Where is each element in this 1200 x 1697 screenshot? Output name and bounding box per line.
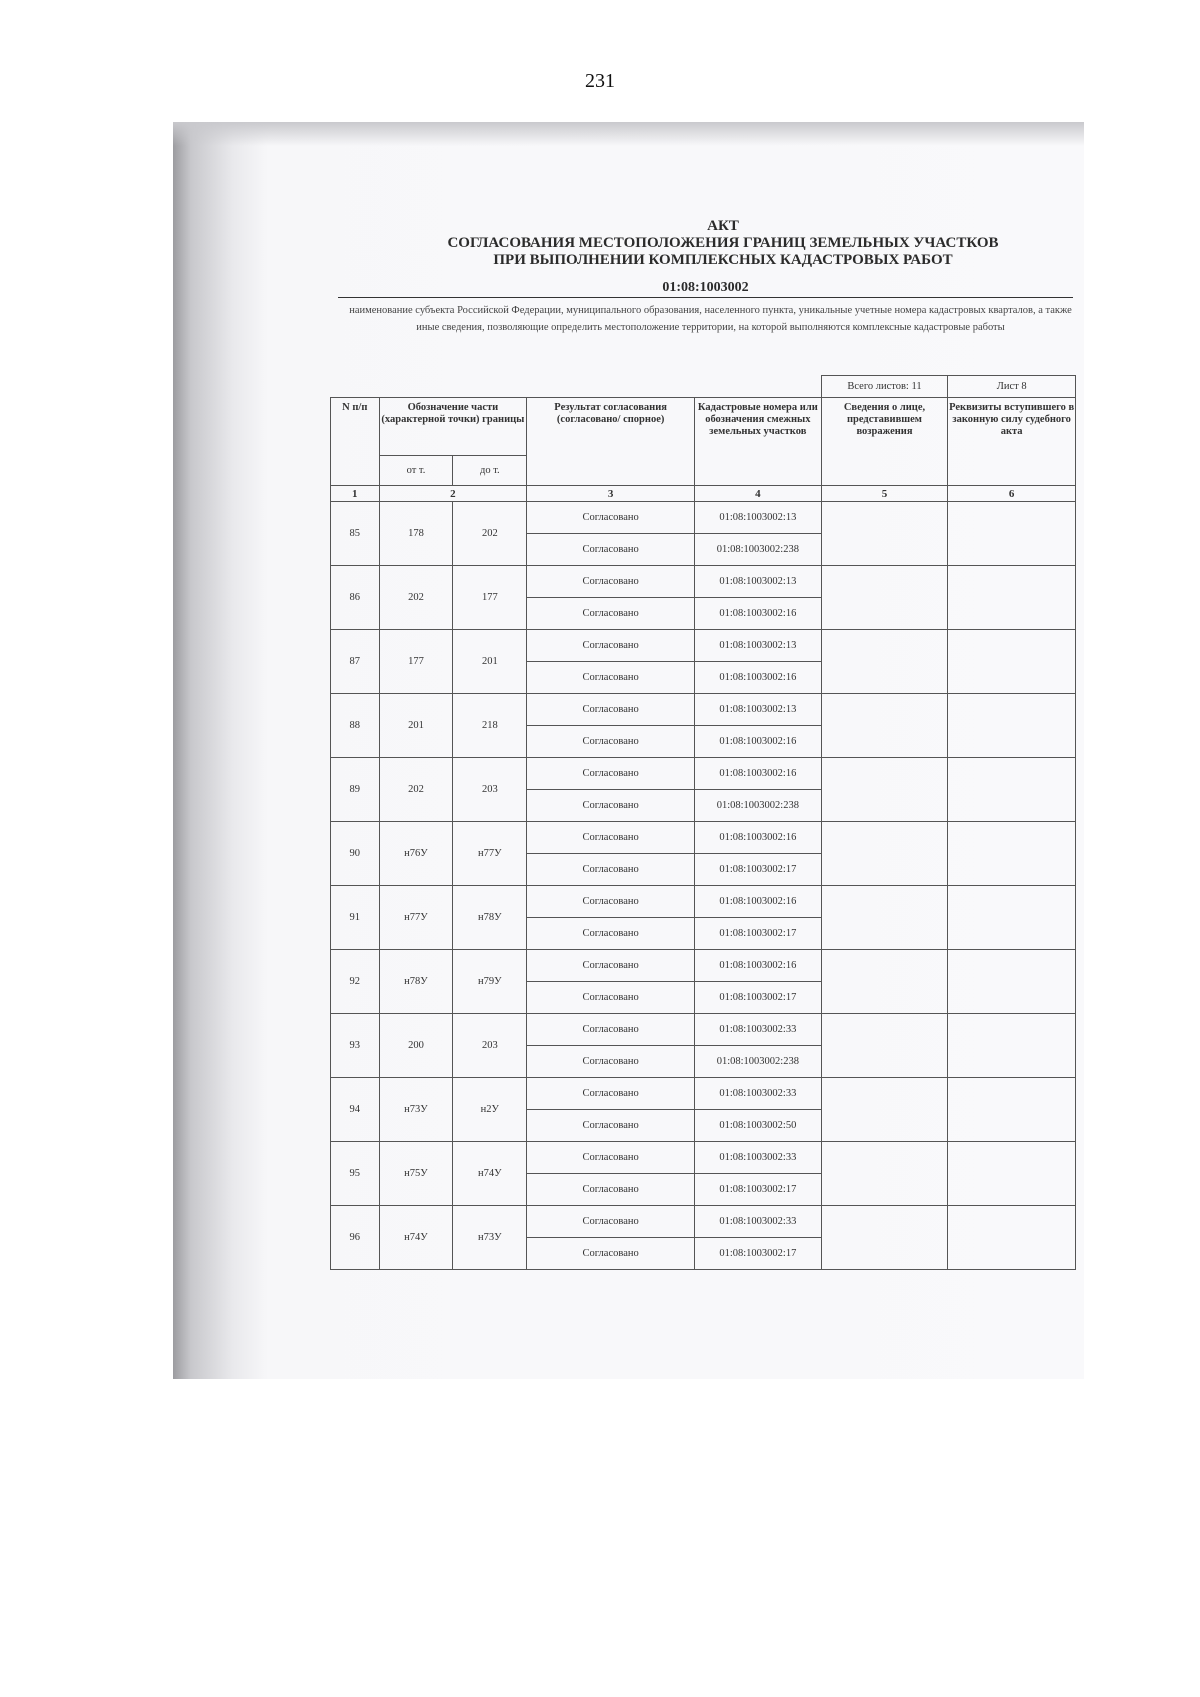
binding-shadow <box>173 122 268 1379</box>
point-from: 202 <box>379 758 453 822</box>
objection-info <box>821 566 948 630</box>
header-blank <box>331 376 822 398</box>
table-row <box>331 1142 1076 1174</box>
table-row <box>331 758 1076 790</box>
document-title <box>373 218 1073 269</box>
point-to: 203 <box>453 758 527 822</box>
point-to: н78У <box>453 886 527 950</box>
row-number: 94 <box>331 1078 380 1142</box>
objection-info <box>821 950 948 1014</box>
approval-result: Согласовано <box>527 1142 695 1174</box>
col-header-from: от т. <box>379 456 453 486</box>
col-header-part: Обозначение части (характерной точки) границы <box>379 398 527 456</box>
column-number: 5 <box>821 486 948 502</box>
cadastral-number: 01:08:1003002:238 <box>695 790 822 822</box>
total-sheets: Всего листов: 11 <box>821 376 948 398</box>
point-to: н73У <box>453 1206 527 1270</box>
col-header-objection: Сведения о лице, представившем возражения <box>821 398 948 486</box>
row-number: 96 <box>331 1206 380 1270</box>
approval-result: Согласовано <box>527 694 695 726</box>
row-number: 86 <box>331 566 380 630</box>
approval-result: Согласовано <box>527 502 695 534</box>
approval-result: Согласовано <box>527 822 695 854</box>
point-to: 218 <box>453 694 527 758</box>
approval-result: Согласовано <box>527 1206 695 1238</box>
top-shadow <box>173 122 1084 146</box>
table-row <box>331 886 1076 918</box>
territory-description: наименование субъекта Российской Федерации, муниципального образования, населенного пункта, уникальные учетные номера кадастровых кварталов, а также иные сведения, позволяющие определить местоположение территории, на которой выполняются комплексные кадастровые работы <box>349 305 1072 333</box>
point-from: н74У <box>379 1206 453 1270</box>
objection-info <box>821 1014 948 1078</box>
row-number: 92 <box>331 950 380 1014</box>
scanned-document <box>173 122 1084 1379</box>
objection-info <box>821 758 948 822</box>
cadastral-number: 01:08:1003002:238 <box>695 534 822 566</box>
table-row <box>331 566 1076 598</box>
row-number: 91 <box>331 886 380 950</box>
approval-table <box>330 375 1076 1270</box>
court-act-info <box>948 1206 1076 1270</box>
cadastral-number: 01:08:1003002:16 <box>695 822 822 854</box>
col-header-court: Реквизиты вступившего в законную силу судебного акта <box>948 398 1076 486</box>
approval-result: Согласовано <box>527 854 695 886</box>
title-line-2: СОГЛАСОВАНИЯ МЕСТОПОЛОЖЕНИЯ ГРАНИЦ ЗЕМЕЛЬНЫХ УЧАСТКОВ <box>447 235 999 251</box>
cadastral-number: 01:08:1003002:17 <box>695 1174 822 1206</box>
approval-result: Согласовано <box>527 566 695 598</box>
cadastral-number: 01:08:1003002:50 <box>695 1110 822 1142</box>
court-act-info <box>948 822 1076 886</box>
approval-result: Согласовано <box>527 1014 695 1046</box>
point-to: 202 <box>453 502 527 566</box>
court-act-info <box>948 630 1076 694</box>
cadastral-number: 01:08:1003002:16 <box>695 950 822 982</box>
column-number: 4 <box>695 486 822 502</box>
column-number: 2 <box>379 486 527 502</box>
court-act-info <box>948 1014 1076 1078</box>
approval-result: Согласовано <box>527 1078 695 1110</box>
approval-result: Согласовано <box>527 1174 695 1206</box>
point-from: 200 <box>379 1014 453 1078</box>
cadastral-number: 01:08:1003002:17 <box>695 854 822 886</box>
cadastral-number: 01:08:1003002:13 <box>695 630 822 662</box>
current-sheet: Лист 8 <box>948 376 1076 398</box>
col-header-num: N п/п <box>331 398 380 486</box>
cadastral-number: 01:08:1003002:13 <box>695 694 822 726</box>
table-row <box>331 950 1076 982</box>
row-number: 89 <box>331 758 380 822</box>
point-from: н75У <box>379 1142 453 1206</box>
row-number: 87 <box>331 630 380 694</box>
approval-result: Согласовано <box>527 886 695 918</box>
point-to: 203 <box>453 1014 527 1078</box>
cadastral-number: 01:08:1003002:238 <box>695 1046 822 1078</box>
court-act-info <box>948 1078 1076 1142</box>
approval-result: Согласовано <box>527 790 695 822</box>
table-row <box>331 502 1076 534</box>
column-number: 1 <box>331 486 380 502</box>
row-number: 93 <box>331 1014 380 1078</box>
objection-info <box>821 1078 948 1142</box>
point-from: н73У <box>379 1078 453 1142</box>
column-number: 3 <box>527 486 695 502</box>
point-from: 202 <box>379 566 453 630</box>
approval-result: Согласовано <box>527 662 695 694</box>
point-to: н74У <box>453 1142 527 1206</box>
table-row <box>331 1206 1076 1238</box>
point-to: 201 <box>453 630 527 694</box>
court-act-info <box>948 502 1076 566</box>
table-row <box>331 630 1076 662</box>
cadastral-number: 01:08:1003002:16 <box>695 726 822 758</box>
court-act-info <box>948 950 1076 1014</box>
cadastral-number: 01:08:1003002:17 <box>695 1238 822 1270</box>
point-from: 177 <box>379 630 453 694</box>
approval-result: Согласовано <box>527 726 695 758</box>
cadastral-number: 01:08:1003002:33 <box>695 1142 822 1174</box>
table-row <box>331 694 1076 726</box>
point-to: н2У <box>453 1078 527 1142</box>
objection-info <box>821 822 948 886</box>
objection-info <box>821 886 948 950</box>
col-header-result: Результат согласования (согласовано/ спорное) <box>527 398 695 486</box>
approval-result: Согласовано <box>527 630 695 662</box>
title-line-3: ПРИ ВЫПОЛНЕНИИ КОМПЛЕКСНЫХ КАДАСТРОВЫХ РАБОТ <box>493 252 953 268</box>
court-act-info <box>948 566 1076 630</box>
cadastral-number: 01:08:1003002:13 <box>695 566 822 598</box>
point-to: 177 <box>453 566 527 630</box>
point-to: н79У <box>453 950 527 1014</box>
row-number: 85 <box>331 502 380 566</box>
title-line-1: АКТ <box>707 218 739 234</box>
row-number: 90 <box>331 822 380 886</box>
point-from: 201 <box>379 694 453 758</box>
approval-result: Согласовано <box>527 982 695 1014</box>
table-row <box>331 1014 1076 1046</box>
court-act-info <box>948 694 1076 758</box>
cadastral-number: 01:08:1003002:33 <box>695 1206 822 1238</box>
col-header-cadastral: Кадастровые номера или обозначения смежных земельных участков <box>695 398 822 486</box>
approval-result: Согласовано <box>527 918 695 950</box>
point-from: н76У <box>379 822 453 886</box>
cadastral-number: 01:08:1003002:33 <box>695 1078 822 1110</box>
court-act-info <box>948 1142 1076 1206</box>
objection-info <box>821 1142 948 1206</box>
approval-result: Согласовано <box>527 1046 695 1078</box>
approval-result: Согласовано <box>527 598 695 630</box>
objection-info <box>821 694 948 758</box>
table-row <box>331 1078 1076 1110</box>
point-to: н77У <box>453 822 527 886</box>
court-act-info <box>948 886 1076 950</box>
cadastral-number: 01:08:1003002:17 <box>695 918 822 950</box>
cadastral-number: 01:08:1003002:16 <box>695 886 822 918</box>
objection-info <box>821 1206 948 1270</box>
code-underline <box>338 297 1073 298</box>
point-from: н77У <box>379 886 453 950</box>
point-from: н78У <box>379 950 453 1014</box>
cadastral-number: 01:08:1003002:13 <box>695 502 822 534</box>
cadastral-number: 01:08:1003002:16 <box>695 598 822 630</box>
table-row <box>331 822 1076 854</box>
approval-result: Согласовано <box>527 758 695 790</box>
row-number: 95 <box>331 1142 380 1206</box>
cadastral-number: 01:08:1003002:16 <box>695 662 822 694</box>
approval-result: Согласовано <box>527 950 695 982</box>
column-number: 6 <box>948 486 1076 502</box>
court-act-info <box>948 758 1076 822</box>
cadastral-number: 01:08:1003002:17 <box>695 982 822 1014</box>
row-number: 88 <box>331 694 380 758</box>
approval-result: Согласовано <box>527 1238 695 1270</box>
page-number: 231 <box>585 70 615 92</box>
cadastral-number: 01:08:1003002:33 <box>695 1014 822 1046</box>
point-from: 178 <box>379 502 453 566</box>
objection-info <box>821 502 948 566</box>
approval-result: Согласовано <box>527 534 695 566</box>
approval-result: Согласовано <box>527 1110 695 1142</box>
objection-info <box>821 630 948 694</box>
cadastral-number: 01:08:1003002:16 <box>695 758 822 790</box>
col-header-to: до т. <box>453 456 527 486</box>
cadastral-block-code: 01:08:1003002 <box>662 280 749 295</box>
